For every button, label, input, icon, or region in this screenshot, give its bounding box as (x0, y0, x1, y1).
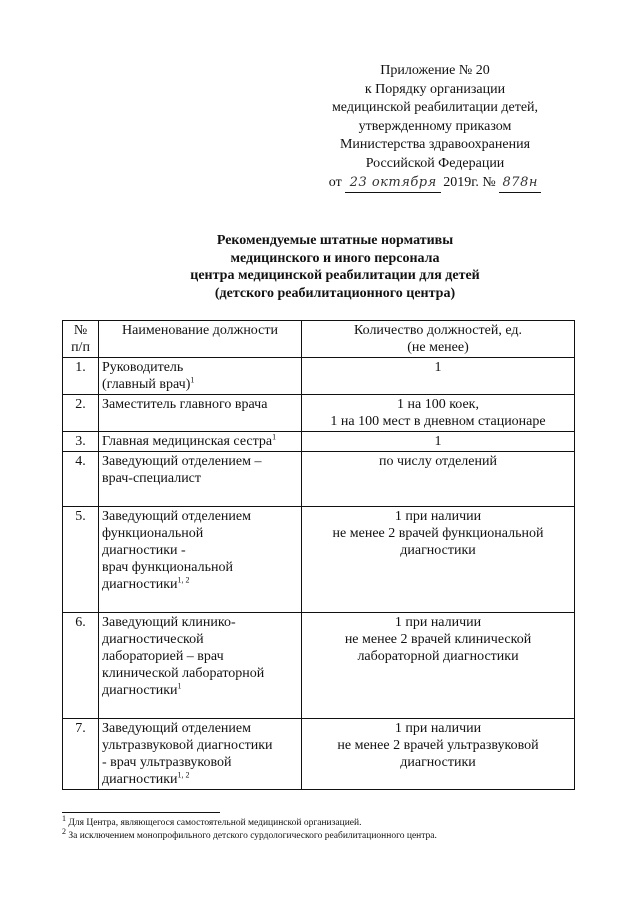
order-date-line (300, 174, 570, 194)
position-name (99, 507, 302, 613)
header-line: медицинской реабилитации детей, (331, 100, 539, 116)
position-name (99, 432, 302, 452)
handwritten-date-text: 23 октября (349, 174, 437, 190)
row-number: 4. (63, 452, 99, 507)
footnote-text: Для Центра, являющегося самостоятельной медицинской организацией. (68, 818, 362, 828)
position-name-text: Заместитель главного врача (102, 397, 268, 412)
table-row (63, 395, 575, 432)
table-row (63, 719, 575, 790)
date-year: 2019г. (443, 174, 479, 190)
header-line: утвержденному приказом (358, 118, 512, 134)
position-name (99, 719, 302, 790)
row-number: 3. (63, 432, 99, 452)
footnotes (62, 813, 582, 843)
staffing-table (62, 320, 575, 790)
footnote-item (62, 826, 582, 843)
position-name-text: Заведующий клинико- диагностической лабораторией – врач клинической лабораторной диагностики (102, 615, 265, 698)
footnote-mark: 2 (62, 826, 66, 836)
title-line: центра медицинской реабилитации для детей (190, 268, 480, 283)
row-number: 6. (63, 613, 99, 719)
footnote-ref: 1, 2 (177, 575, 190, 585)
document-title (120, 232, 550, 302)
row-number: 2. (63, 395, 99, 432)
position-name (99, 452, 302, 507)
position-name (99, 395, 302, 432)
position-name (99, 613, 302, 719)
position-quantity: 1 при наличии не менее 2 врачей клинической лабораторной диагностики (302, 613, 575, 719)
row-number: 5. (63, 507, 99, 613)
position-name-text: Заведующий отделением функциональной диагностики - врач функциональной диагностики (102, 509, 251, 592)
table-row (63, 358, 575, 395)
title-line: медицинского и иного персонала (230, 250, 440, 266)
position-name (99, 358, 302, 395)
title-line: (детского реабилитационного центра) (214, 285, 456, 301)
position-quantity: 1 на 100 коек, 1 на 100 мест в дневном стационаре (302, 395, 575, 432)
footnote-ref: 1, 2 (177, 770, 190, 780)
position-quantity: 1 (302, 432, 575, 452)
position-quantity: 1 при наличии не менее 2 врачей ультразвуковой диагностики (302, 719, 575, 790)
date-prefix: от (328, 174, 342, 190)
handwritten-number (499, 174, 541, 194)
position-quantity: 1 (302, 358, 575, 395)
footnote-ref: 1 (190, 375, 195, 385)
header-line: Министерства здравоохранения (339, 137, 531, 153)
table-row (63, 507, 575, 613)
footnote-mark: 1 (62, 813, 66, 823)
header-num: № п/п (63, 321, 99, 358)
footnote-ref: 1 (177, 681, 182, 691)
position-quantity: по числу отделений (302, 452, 575, 507)
table-row (63, 432, 575, 452)
row-number: 7. (63, 719, 99, 790)
handwritten-number-text: 878н (502, 174, 538, 190)
header-name: Наименование должности (99, 321, 302, 358)
header-line: Российской Федерации (365, 155, 505, 171)
position-quantity: 1 при наличии не менее 2 врачей функциональной диагностики (302, 507, 575, 613)
footnote-ref: 1 (272, 432, 277, 442)
table-row (63, 613, 575, 719)
header-line: Приложение № 20 (380, 63, 490, 78)
table-header-row (63, 321, 575, 358)
handwritten-date (345, 174, 441, 194)
row-number: 1. (63, 358, 99, 395)
header-line: к Порядку организации (364, 81, 506, 97)
position-name-text: Заведующий отделением ультразвуковой диагностики - врач ультразвуковой диагностики (102, 721, 273, 787)
footnote-divider (62, 812, 220, 813)
footnote-item (62, 813, 582, 830)
position-name-text: Заведующий отделением – врач-специалист (102, 454, 262, 486)
header-qty: Количество должностей, ед. (не менее) (302, 321, 575, 358)
footnote-text: За исключением монопрофильного детского сурдологического реабилитационного центра. (68, 831, 437, 841)
title-line: Рекомендуемые штатные нормативы (216, 233, 454, 248)
table-row (63, 452, 575, 507)
position-name-text: Руководитель (главный врач) (102, 360, 191, 392)
position-name-text: Главная медицинская сестра (102, 434, 273, 449)
appendix-header (300, 62, 570, 193)
number-prefix: № (482, 174, 496, 190)
